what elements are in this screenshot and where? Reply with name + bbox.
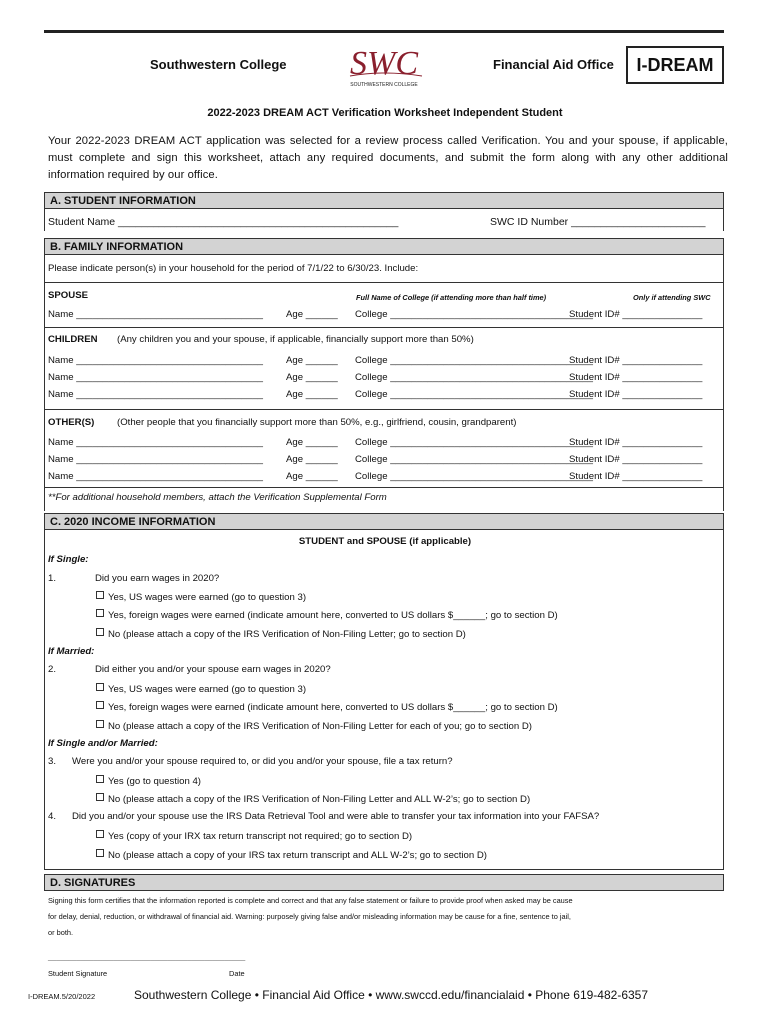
family-instruction: Please indicate person(s) in your household for the period of 7/1/22 to 6/30/23. Include: bbox=[48, 263, 419, 274]
supplemental-note: **For additional household members, attach the Verification Supplemental Form bbox=[48, 492, 387, 503]
age-field[interactable]: Age ______ bbox=[286, 454, 338, 465]
age-field[interactable]: Age ______ bbox=[286, 309, 338, 320]
children-label: CHILDREN bbox=[48, 334, 98, 345]
form-id-box: I-DREAM bbox=[626, 46, 724, 84]
intro-paragraph: Your 2022-2023 DREAM ACT application was selected for a review process called Verification. You and your spouse, if applicable, must complete and sign this worksheet, attach any required documents, and submit the form along with any other additional information required by our office. bbox=[48, 135, 728, 181]
checkbox-label: Yes (copy of your IRX tax return transcript not required; go to section D) bbox=[108, 831, 413, 842]
checkbox-icon[interactable] bbox=[96, 775, 104, 783]
q3-text: Were you and/or your spouse required to, or did you and/or your spouse, file a tax return? bbox=[72, 756, 453, 767]
name-field[interactable]: Name ___________________________________ bbox=[48, 309, 264, 320]
student-id-field[interactable]: Student ID# _______________ bbox=[569, 437, 703, 448]
certify-line-3: or both. bbox=[48, 928, 74, 937]
checkbox-label: Yes, foreign wages were earned (indicate amount here, converted to US dollars $______; go to section D) bbox=[108, 610, 558, 621]
age-field[interactable]: Age ______ bbox=[286, 372, 338, 383]
age-field[interactable]: Age ______ bbox=[286, 355, 338, 366]
student-id-field[interactable]: Student ID# _______________ bbox=[569, 372, 703, 383]
swc-logo bbox=[336, 36, 432, 92]
student-id-field[interactable]: Student ID# _______________ bbox=[569, 309, 703, 320]
student-name-field[interactable]: Student Name ________________________________________________ bbox=[48, 216, 399, 228]
name-field[interactable]: Name ___________________________________ bbox=[48, 437, 264, 448]
income-subheading: STUDENT and SPOUSE (if applicable) bbox=[298, 536, 472, 547]
student-id-field[interactable]: Student ID# _______________ bbox=[569, 454, 703, 465]
section-d-heading: D. SIGNATURES bbox=[44, 874, 724, 891]
checkbox-icon[interactable] bbox=[96, 830, 104, 838]
q1-text: Did you earn wages in 2020? bbox=[95, 573, 220, 584]
children-description: (Any children you and your spouse, if applicable, financially support more than 50%) bbox=[117, 334, 474, 345]
others-label: OTHER(S) bbox=[48, 417, 95, 428]
signature-line[interactable]: ________________________________________________ bbox=[48, 952, 246, 961]
divider bbox=[44, 409, 724, 410]
divider bbox=[44, 487, 724, 488]
college-field[interactable]: College ______________________________________ bbox=[355, 309, 593, 320]
checkbox-option[interactable] bbox=[96, 720, 532, 732]
checkbox-label: No (please attach a copy of the IRS Verification of Non-Filing Letter and ALL W-2’s; go to section D) bbox=[108, 794, 531, 805]
name-field[interactable]: Name ___________________________________ bbox=[48, 389, 264, 400]
checkbox-option[interactable] bbox=[96, 701, 558, 713]
certify-line-1: Signing this form certifies that the information reported is complete and correct and that any false statement or failure to provide proof when asked may be cause bbox=[48, 896, 573, 905]
q2-text: Did either you and/or your spouse earn wages in 2020? bbox=[95, 664, 331, 675]
college-field[interactable]: College ______________________________________ bbox=[355, 454, 593, 465]
student-id-field[interactable]: Student ID# _______________ bbox=[569, 389, 703, 400]
name-field[interactable]: Name ___________________________________ bbox=[48, 454, 264, 465]
office-name: Financial Aid Office bbox=[493, 57, 614, 72]
checkbox-option[interactable] bbox=[96, 591, 306, 603]
checkbox-option[interactable] bbox=[96, 628, 466, 640]
form-code: I-DREAM.5/20/2022 bbox=[28, 992, 96, 1001]
q1-number: 1. bbox=[48, 573, 57, 584]
divider bbox=[44, 282, 724, 283]
others-description: (Other people that you financially support more than 50%, e.g., girlfriend, cousin, grandparent) bbox=[117, 417, 517, 428]
if-either-label: If Single and/or Married: bbox=[48, 738, 158, 749]
checkbox-icon[interactable] bbox=[96, 609, 104, 617]
age-field[interactable]: Age ______ bbox=[286, 389, 338, 400]
footer-text: Southwestern College • Financial Aid Office • www.swccd.edu/financialaid • Phone 619-482-6357 bbox=[134, 988, 649, 1002]
logo-text: SWC bbox=[350, 45, 418, 82]
checkbox-icon[interactable] bbox=[96, 720, 104, 728]
section-c-heading: C. 2020 INCOME INFORMATION bbox=[44, 513, 724, 530]
checkbox-label: No (please attach a copy of your IRS tax return transcript and ALL W-2’s; go to section D) bbox=[108, 850, 487, 861]
name-field[interactable]: Name ___________________________________ bbox=[48, 355, 264, 366]
top-rule bbox=[44, 30, 724, 33]
college-column-header: Full Name of College (if attending more than half time) bbox=[356, 293, 547, 302]
spouse-label: SPOUSE bbox=[48, 290, 88, 301]
swc-id-field[interactable]: SWC ID Number _______________________ bbox=[490, 216, 706, 228]
student-id-field[interactable]: Student ID# _______________ bbox=[569, 471, 703, 482]
school-name: Southwestern College bbox=[150, 57, 287, 72]
checkbox-option[interactable] bbox=[96, 775, 201, 787]
age-field[interactable]: Age ______ bbox=[286, 471, 338, 482]
student-signature-label: Student Signature bbox=[48, 969, 108, 978]
checkbox-icon[interactable] bbox=[96, 591, 104, 599]
section-a-heading: A. STUDENT INFORMATION bbox=[44, 192, 724, 209]
form-title: 2022-2023 DREAM ACT Verification Worksheet Independent Student bbox=[207, 107, 563, 119]
student-id-field[interactable]: Student ID# _______________ bbox=[569, 355, 703, 366]
college-field[interactable]: College ______________________________________ bbox=[355, 389, 593, 400]
date-label: Date bbox=[229, 969, 245, 978]
checkbox-label: Yes (go to question 4) bbox=[108, 776, 201, 787]
age-field[interactable]: Age ______ bbox=[286, 437, 338, 448]
checkbox-icon[interactable] bbox=[96, 628, 104, 636]
checkbox-icon[interactable] bbox=[96, 849, 104, 857]
checkbox-icon[interactable] bbox=[96, 793, 104, 801]
if-married-label: If Married: bbox=[48, 646, 95, 657]
if-single-label: If Single: bbox=[48, 554, 89, 565]
swc-column-header: Only if attending SWC bbox=[633, 293, 711, 302]
name-field[interactable]: Name ___________________________________ bbox=[48, 471, 264, 482]
q4-text: Did you and/or your spouse use the IRS Data Retrieval Tool and were able to transfer your tax information into your FAFSA? bbox=[72, 811, 600, 822]
checkbox-option[interactable] bbox=[96, 609, 558, 621]
divider bbox=[44, 327, 724, 328]
q4-number: 4. bbox=[48, 811, 57, 822]
certify-line-2: for delay, denial, reduction, or withdrawal of financial aid. Warning: purposely giving false and/or misleading information may be cause for a fine, sentence to jail, bbox=[48, 912, 571, 921]
checkbox-icon[interactable] bbox=[96, 683, 104, 691]
checkbox-label: Yes, US wages were earned (go to question 3) bbox=[108, 592, 307, 603]
logo-subtext: SOUTHWESTERN COLLEGE bbox=[350, 82, 418, 88]
q2-number: 2. bbox=[48, 664, 57, 675]
checkbox-icon[interactable] bbox=[96, 701, 104, 709]
college-field[interactable]: College ______________________________________ bbox=[355, 471, 593, 482]
checkbox-option[interactable] bbox=[96, 683, 306, 695]
checkbox-option[interactable] bbox=[96, 793, 530, 805]
college-field[interactable]: College ______________________________________ bbox=[355, 355, 593, 366]
checkbox-label: Yes, US wages were earned (go to question 3) bbox=[108, 684, 307, 695]
checkbox-option[interactable] bbox=[96, 849, 487, 861]
checkbox-label: No (please attach a copy of the IRS Verification of Non-Filing Letter; go to section D) bbox=[108, 629, 466, 640]
college-field[interactable]: College ______________________________________ bbox=[355, 372, 593, 383]
college-field[interactable]: College ______________________________________ bbox=[355, 437, 593, 448]
name-field[interactable]: Name ___________________________________ bbox=[48, 372, 264, 383]
checkbox-label: No (please attach a copy of the IRS Verification of Non-Filing Letter for each of you; go to section D) bbox=[108, 721, 532, 732]
q3-number: 3. bbox=[48, 756, 57, 767]
checkbox-label: Yes, foreign wages were earned (indicate amount here, converted to US dollars $______; go to section D) bbox=[108, 702, 558, 713]
section-b-heading: B. FAMILY INFORMATION bbox=[44, 238, 724, 255]
checkbox-option[interactable] bbox=[96, 830, 412, 842]
